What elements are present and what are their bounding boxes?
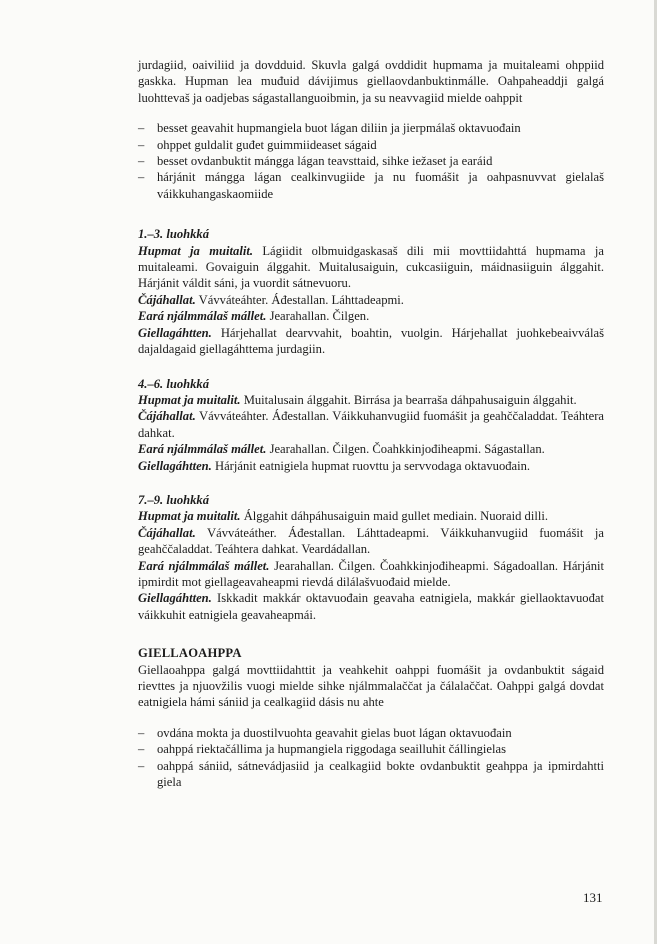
entry-label: Čájáhallat. [138, 292, 196, 307]
section-entry [138, 408, 604, 441]
entry-label: Čájáhallat. [138, 525, 196, 540]
entry-label: Eará njálmmálaš mállet. [138, 442, 267, 457]
section-entry [138, 392, 604, 408]
entry-text: Muitalusain álggahit. Birrása ja bearraša dáhpahusaiguin álggahit. [243, 392, 577, 407]
section-entry [138, 558, 604, 591]
entry-text: Iskkadit makkár oktavuođain geavaha eatnigiela, makkár giellaoktavuođat váikkuhit eatnigiela geavaheapmái. [138, 591, 604, 622]
page-number: 131 [583, 890, 603, 905]
section-giellaoahppa [138, 645, 604, 790]
entry-text: Álggahit dáhpáhusaiguin maid gullet mediain. Nuoraid dilli. [243, 509, 548, 524]
entry-text: Vávváteáhter. Áđestallan. Láhttadeapmi. [198, 292, 404, 307]
section-entry [138, 441, 604, 457]
entry-text: Jearahallan. Čilgen. Čoahkkinjođiheapmi. Ságadoallan. Hárjánit ipmirdit mot giellageavaheapmi rievdá dilálašvuođaid mielde. [138, 558, 605, 589]
entry-text: Vávváteáhter. Áđestallan. Váikkuhanvugiid fuomášit ja geahččaladdat. Teáhtera dahkat. [138, 409, 604, 440]
section-1-3 [138, 226, 604, 357]
list-item: – oahppá riektačállima ja hupmangiela riggodaga seailluhit čállingielas [138, 741, 604, 757]
entry-label: Hupmat ja muitalit. [138, 509, 241, 524]
entry-label: Giellagáhtten. [138, 325, 212, 340]
entry-text: Lágiidit olbmuidgaskasaš dili mii movttiidahttá hupmama ja muitaleami. Govaiguin álggahit. Muitalusaiguin, cukcasiiguin, máidnasiiguin álggahit. Hárjánit váldit sáni, ja vuordit sátnevuoru. [138, 243, 604, 291]
section-entry [138, 243, 604, 292]
section-entry [138, 525, 604, 558]
list-item: – besset ovdanbuktit mángga lágan teavsttaid, sihke iežaset ja earáid [138, 153, 604, 169]
section-7-9 [138, 492, 604, 623]
intro-paragraph: jurdagiid, oaiviliid ja dovdduid. Skuvla galgá ovddidit hupmama ja muitaleami ohppiid gaskka. Hupman lea muđuid dávijimus giellaovdanbuktinmálle. Oahpaheaddji galgá luohttevaš ja oadjebas ságastallanguoibmin, ja su neavvagiid mielde oahppit [138, 58, 604, 105]
entry-text: Vávváteáther. Áđestallan. Láhttadeapmi. Váikkuhanvugiid fuomášit ja geahččaladdat. Teáhtera dahkat. Veardádallan. [138, 525, 604, 557]
section-heading: 4.–6. luohkká [138, 376, 210, 391]
section-entry [138, 325, 604, 358]
entry-text: Hárjánit eatnigiela hupmat ruovttu ja servvodaga oktavuođain. [214, 458, 531, 473]
giellaoahppa-paragraph: Giellaoahppa galgá movttiidahttit ja veahkehit oahppi fuomášit ja ovdanbuktit ságaid rievttes ja njuovžilis vuogi mielde sihke njálmmalaččat ja čálalaččat. Oahppi galgá dovdat eatnigiela hámi sániid ja cealkagiid dásis nu ahte [138, 662, 604, 710]
section-4-6 [138, 376, 604, 474]
entry-label: Giellagáhtten. [138, 591, 212, 606]
list-item: – ohppet guldalit guđet guimmiideaset ságaid [138, 137, 604, 153]
list-item: – hárjánit mángga lágan cealkinvugiide ja nu fuomášit ja oahpasnuvvat gielalaš váikkuhangaskaomiide [138, 169, 604, 202]
entry-label: Eará njálmmálaš mállet. [138, 309, 267, 324]
section-entry [138, 508, 604, 524]
section-heading: 1.–3. luohkká [138, 227, 210, 242]
intro-bullet-list [138, 120, 604, 202]
entry-text: Jearahallan. Čilgen. Čoahkkinjođiheapmi. Ságastallan. [269, 442, 545, 457]
section-heading: GIELLAOAHPPA [138, 646, 242, 661]
entry-label: Eará njálmmálaš mállet. [138, 558, 270, 573]
entry-label: Čájáhallat. [138, 409, 196, 424]
section-heading: 7.–9. luohkká [138, 492, 210, 507]
entry-label: Giellagáhtten. [138, 458, 212, 473]
entry-label: Hupmat ja muitalit. [138, 243, 253, 258]
entry-text: Hárjehallat dearvvahit, boahtin, vuolgin. Hárjehallat juohkebeaivválaš dajaldagaid giellagáhttema jurdagiin. [138, 325, 604, 357]
entry-text: Jearahallan. Čilgen. [269, 309, 370, 324]
section-entry [138, 458, 604, 474]
list-item: – oahppá sániid, sátnevádjasiid ja cealkagiid bokte ovdanbuktit geahppa ja ipmirdahtti giela [138, 758, 604, 791]
section-entry [138, 308, 604, 324]
section-entry [138, 590, 604, 623]
section-entry [138, 292, 604, 308]
list-item: – besset geavahit hupmangiela buot lágan diliin ja jierpmálaš oktavuođain [138, 120, 604, 136]
giellaoahppa-bullet-list [138, 725, 604, 791]
page-body [138, 57, 604, 790]
entry-label: Hupmat ja muitalit. [138, 392, 241, 407]
list-item: – ovdána mokta ja duostilvuohta geavahit gielas buot lágan oktavuođain [138, 725, 604, 741]
